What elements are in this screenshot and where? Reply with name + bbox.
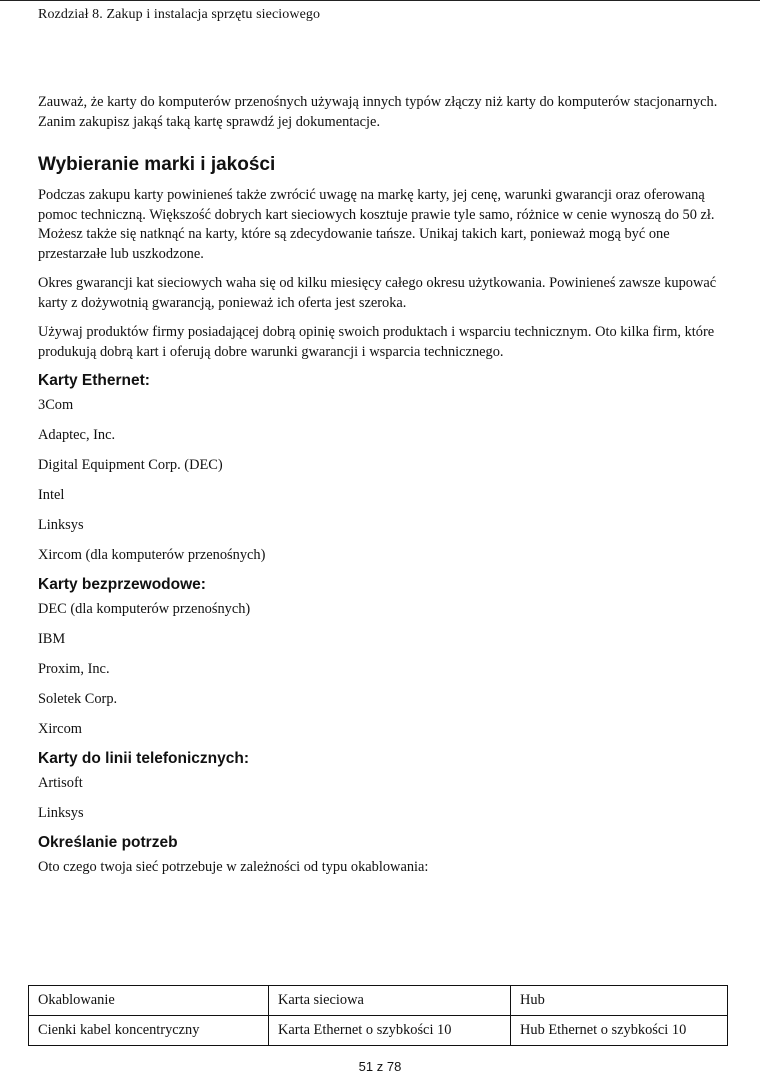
table-header-cell: Karta sieciowa	[269, 986, 511, 1016]
list-item: Soletek Corp.	[38, 691, 118, 707]
list-item: DEC (dla komputerów przenośnych)	[38, 601, 251, 617]
brand-paragraph-2: Okres gwarancji kat sieciowych waha się od kilku miesięcy całego okresu użytkowania. Powinieneś zawsze kupować karty z dożywotnią gwarancją, ponieważ ich oferta jest szeroka.	[38, 275, 717, 311]
list-item: Linksys	[38, 517, 84, 533]
list-item: Adaptec, Inc.	[38, 427, 116, 443]
running-header: Rozdział 8. Zakup i instalacja sprzętu sieciowego	[38, 7, 321, 22]
ethernet-list	[38, 396, 728, 565]
table-cell: Karta Ethernet o szybkości 10	[269, 1016, 511, 1046]
needs-heading: Określanie potrzeb	[38, 834, 178, 851]
list-item: 3Com	[38, 397, 74, 413]
list-item: Intel	[38, 487, 65, 503]
needs-intro: Oto czego twoja sieć potrzebuje w zależności od typu okablowania:	[38, 859, 429, 875]
list-item: Proxim, Inc.	[38, 661, 110, 677]
phone-line-list	[38, 774, 728, 823]
table-cell: Cienki kabel koncentryczny	[29, 1016, 269, 1046]
table-header-row	[29, 986, 728, 1016]
brand-paragraph-1: Podczas zakupu karty powinieneś także zwrócić uwagę na markę karty, jej cenę, warunki gwarancji oraz oferowaną pomoc techniczną. Większość dobrych kart sieciowych kosztuje prawie tyle samo, różnice w cenie wynoszą do 50 zł. Możesz także się natknąć na karty, które są zdecydowanie tańsze. Unikaj takich kart, ponieważ mogą być one przestarzałe lub uszkodzone.	[38, 187, 715, 262]
brand-paragraph-3: Używaj produktów firmy posiadającej dobrą opinię swoich produktach i wsparciu technicznym. Oto kilka firm, które produkują dobrą kart i oferują dobre warunki gwarancji i wsparcia technicznego.	[38, 324, 715, 360]
wireless-list	[38, 600, 728, 739]
list-item: IBM	[38, 631, 66, 647]
list-item: Digital Equipment Corp. (DEC)	[38, 457, 223, 473]
list-item: Xircom	[38, 721, 82, 737]
page-content	[38, 89, 728, 878]
table-cell: Hub Ethernet o szybkości 10	[511, 1016, 728, 1046]
table-row	[29, 1016, 728, 1046]
ethernet-heading: Karty Ethernet:	[38, 372, 150, 389]
phone-line-heading: Karty do linii telefonicznych:	[38, 750, 249, 767]
table-header-cell: Hub	[511, 986, 728, 1016]
wireless-heading: Karty bezprzewodowe:	[38, 576, 206, 593]
section-title-brand: Wybieranie marki i jakości	[38, 154, 276, 175]
intro-paragraph: Zauważ, że karty do komputerów przenośnych używają innych typów złączy niż karty do komputerów stacjonarnych. Zanim zakupisz jakąś taką kartę sprawdź jej dokumentacje.	[38, 94, 718, 130]
page-number: 51 z 78	[358, 1059, 402, 1074]
table-header-cell: Okablowanie	[29, 986, 269, 1016]
list-item: Linksys	[38, 805, 84, 821]
list-item: Xircom (dla komputerów przenośnych)	[38, 547, 266, 563]
list-item: Artisoft	[38, 775, 83, 791]
cabling-table	[28, 985, 728, 1046]
